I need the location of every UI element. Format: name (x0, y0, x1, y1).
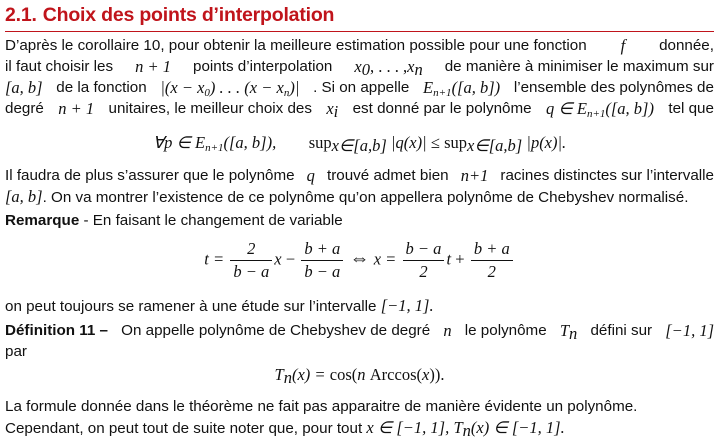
equation-change-of-variable: t = $\frac{2}{b - a}$ x − $\frac{b + a}{b - a}$ ⇔ x = $\frac{b - a}{2}$ t + $\frac{b + a}{2}$ (0, 240, 719, 281)
section-title: Choix des points d’interpolation (42, 4, 335, 26)
definition-line2: par (5, 343, 27, 360)
para1-line3: [a, b] de la fonction $|(x - x_0)$ . . . $(x - x_n)|$ . Si on appelle $E_{n+1}([a$, b]) l’ensemble des polynômes de (5, 78, 714, 99)
para1-line1: D’après le corollaire 10, pour obtenir la meilleure estimation possible pour une fonction f donnée, (5, 36, 714, 55)
definition-label: Définition 11 – (5, 322, 108, 339)
section-heading (5, 4, 334, 27)
definition-line1: Définition 11 – On appelle polynôme de Chebyshev de degré n le polynôme $T_n$ défini sur [−1, 1] (5, 321, 714, 343)
remarque-after: on peut toujours se ramener à une étude sur l’intervalle [−1, 1]. (5, 296, 434, 315)
remarque-label: Remarque (5, 212, 80, 229)
para3-line1: La formule donnée dans le théorème ne fait pas apparaitre de manière évidente un polynôme. (5, 398, 638, 415)
section-number: 2.1. (5, 4, 37, 26)
para1-line2: il faut choisir les n + 1 points d’interpolation $x_0$, . . . $,x_n$ de manière à minimiser le maximum sur (5, 57, 714, 79)
remarque-line: Remarque - En faisant le changement de variable (5, 212, 343, 229)
equation-minimax: ∀p ∈ $E_{n+1}([a$, b]), sup$_{x\in[a,b]}$ |q(x)| ≤ sup$_{x\in[a,b]}$ |p(x)|. (152, 133, 567, 155)
para1-line4: degré n + 1 unitaires, le meilleur choix des $x_i$ est donné par le polynôme q ∈ $E_{n+1}([a$, b]) tel que (5, 99, 714, 121)
equation-chebyshev: $T_n(x) = \cos(n$ Arccos(x)). (274, 365, 445, 387)
heading-rule (5, 31, 714, 32)
para3-line2: Cependant, on peut tout de suite noter que, pour tout x ∈ [−1, 1], $T_n(x)$ ∈ [−1, 1]. (5, 418, 565, 440)
para2-line2: [a, b]. On va montrer l’existence de ce polynôme qu’on appellera polynôme de Chebyshev normalisé. (5, 187, 689, 206)
para2-line1: Il faudra de plus s’assurer que le polynôme q trouvé admet bien n+1 racines distinctes sur l’intervalle (5, 166, 714, 185)
